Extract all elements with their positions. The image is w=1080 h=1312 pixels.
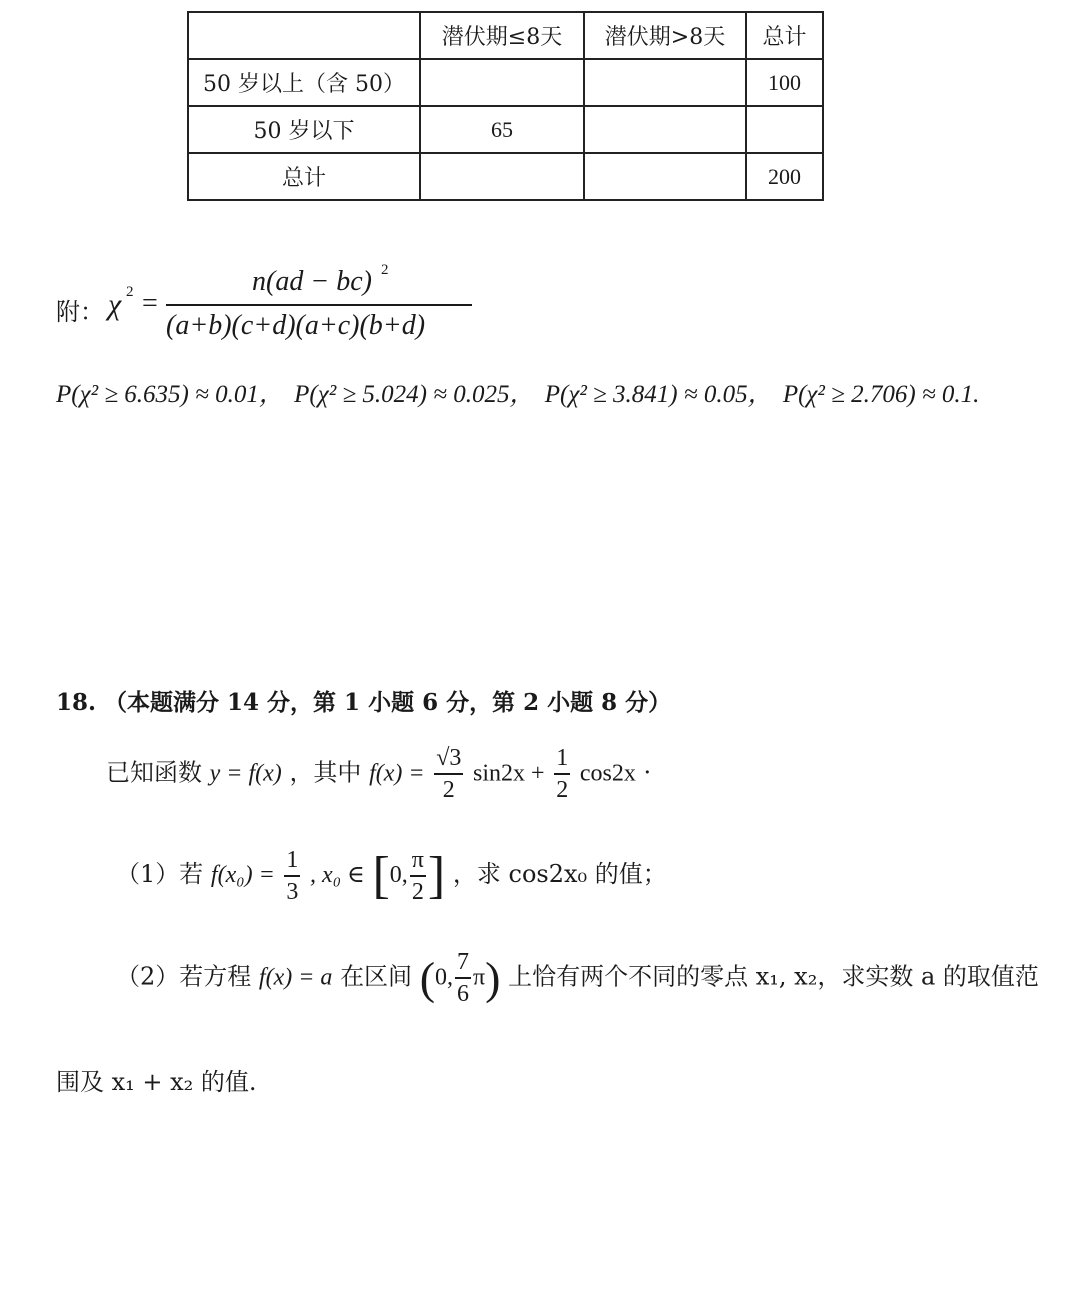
right-bracket: ] — [427, 847, 446, 904]
fraction-denominator: 2 — [442, 777, 455, 803]
part-2-tail: 上恰有两个不同的零点 x₁, x₂，求实数 a 的取值范 — [508, 962, 1039, 991]
fraction-pi-over-2 — [410, 848, 426, 904]
table-cell — [584, 106, 746, 153]
appendix-formula — [56, 262, 496, 352]
fraction-numerator: √3 — [434, 746, 463, 775]
chi-exponent: 2 — [126, 284, 134, 300]
fraction-denominator: 3 — [286, 878, 299, 905]
contingency-table — [187, 11, 824, 201]
table-header-cell: 总计 — [746, 12, 823, 59]
fraction-numerator: π — [410, 848, 426, 877]
numerator-exponent: 2 — [381, 262, 389, 278]
table-cell: 100 — [746, 59, 823, 106]
fraction-7-over-6 — [455, 950, 471, 1006]
table-cell: 65 — [420, 106, 584, 153]
table-cell — [420, 59, 584, 106]
probability-line — [56, 374, 979, 410]
table-cell — [584, 153, 746, 200]
question-stem — [106, 746, 651, 802]
appendix-label: 附： — [56, 298, 104, 326]
table-header-cell — [188, 12, 420, 59]
part-2-mid: 在区间 — [340, 962, 413, 991]
question-score-note: （本题满分 14 分，第 1 小题 6 分，第 2 小题 8 分） — [104, 689, 672, 716]
part-2 — [116, 950, 1039, 1006]
part-1-tail: ，求 cos2x₀ 的值； — [452, 860, 667, 888]
question-number: 18. — [56, 689, 97, 716]
probability-item: P(χ² ≥ 3.841) ≈ 0.05， — [544, 381, 773, 408]
table-header-cell: 潜伏期>8天 — [584, 12, 746, 59]
fraction-numerator: 1 — [554, 746, 570, 775]
fraction-bar — [166, 304, 472, 306]
fraction-sqrt3-over-2 — [434, 746, 463, 802]
table-cell — [746, 106, 823, 153]
x0-membership: , x₀ ∈ — [310, 862, 365, 888]
table-header-cell: 潜伏期≤8天 — [420, 12, 584, 59]
probability-item: P(χ² ≥ 6.635) ≈ 0.01， — [56, 381, 284, 408]
part-2-equation: f(x) = a — [258, 964, 333, 991]
fraction-1-over-2 — [554, 746, 570, 802]
part-2-label: （2）若方程 — [116, 962, 252, 991]
probability-item: P(χ² ≥ 2.706) ≈ 0.1. — [782, 381, 980, 408]
table-cell — [420, 153, 584, 200]
right-paren: ) — [485, 952, 501, 1004]
end-dot: · — [643, 758, 652, 787]
interval-start: 0, — [389, 862, 408, 888]
stem-text: ，其中 — [289, 758, 362, 787]
fraction-1-over-3 — [284, 848, 300, 904]
table-row — [188, 59, 823, 106]
equals-sign: = — [142, 288, 158, 319]
part-2-continuation — [56, 1062, 257, 1097]
table-header-row — [188, 12, 823, 59]
formula-denominator: (a+b)(c+d)(a+c)(b+d) — [166, 310, 426, 341]
formula-numerator: n(ad − bc) — [252, 266, 372, 297]
stem-function: y = f(x) — [209, 760, 282, 787]
pi-symbol: π — [473, 964, 486, 991]
stem-fx: f(x) = — [369, 760, 425, 787]
table-cell: 总计 — [188, 153, 420, 200]
table-cell: 200 — [746, 153, 823, 200]
table-cell: 50 岁以下 — [188, 106, 420, 153]
left-bracket: [ — [372, 847, 390, 904]
part-1-expression: f(x₀) = — [210, 862, 275, 888]
sin-term: sin2x + — [473, 760, 545, 787]
fraction-numerator: 7 — [455, 950, 471, 979]
fraction-denominator: 6 — [457, 981, 470, 1007]
fraction-denominator: 2 — [556, 777, 569, 803]
part-1 — [116, 846, 667, 905]
chi-symbol: χ — [108, 288, 122, 321]
fraction-denominator: 2 — [411, 878, 424, 905]
left-paren: ( — [419, 952, 436, 1004]
part-1-label: （1）若 — [116, 860, 204, 888]
question-header — [56, 684, 671, 717]
fraction-numerator: 1 — [284, 848, 300, 877]
interval-start: 0, — [435, 964, 454, 991]
cos-term: cos2x — [579, 760, 636, 787]
table-cell — [584, 59, 746, 106]
probability-item: P(χ² ≥ 5.024) ≈ 0.025， — [294, 381, 535, 408]
table-row — [188, 106, 823, 153]
stem-text: 已知函数 — [106, 758, 202, 787]
part-2-continuation-text: 围及 x₁ + x₂ 的值. — [56, 1068, 257, 1096]
table-cell: 50 岁以上（含 50） — [188, 59, 420, 106]
table-row — [188, 153, 823, 200]
